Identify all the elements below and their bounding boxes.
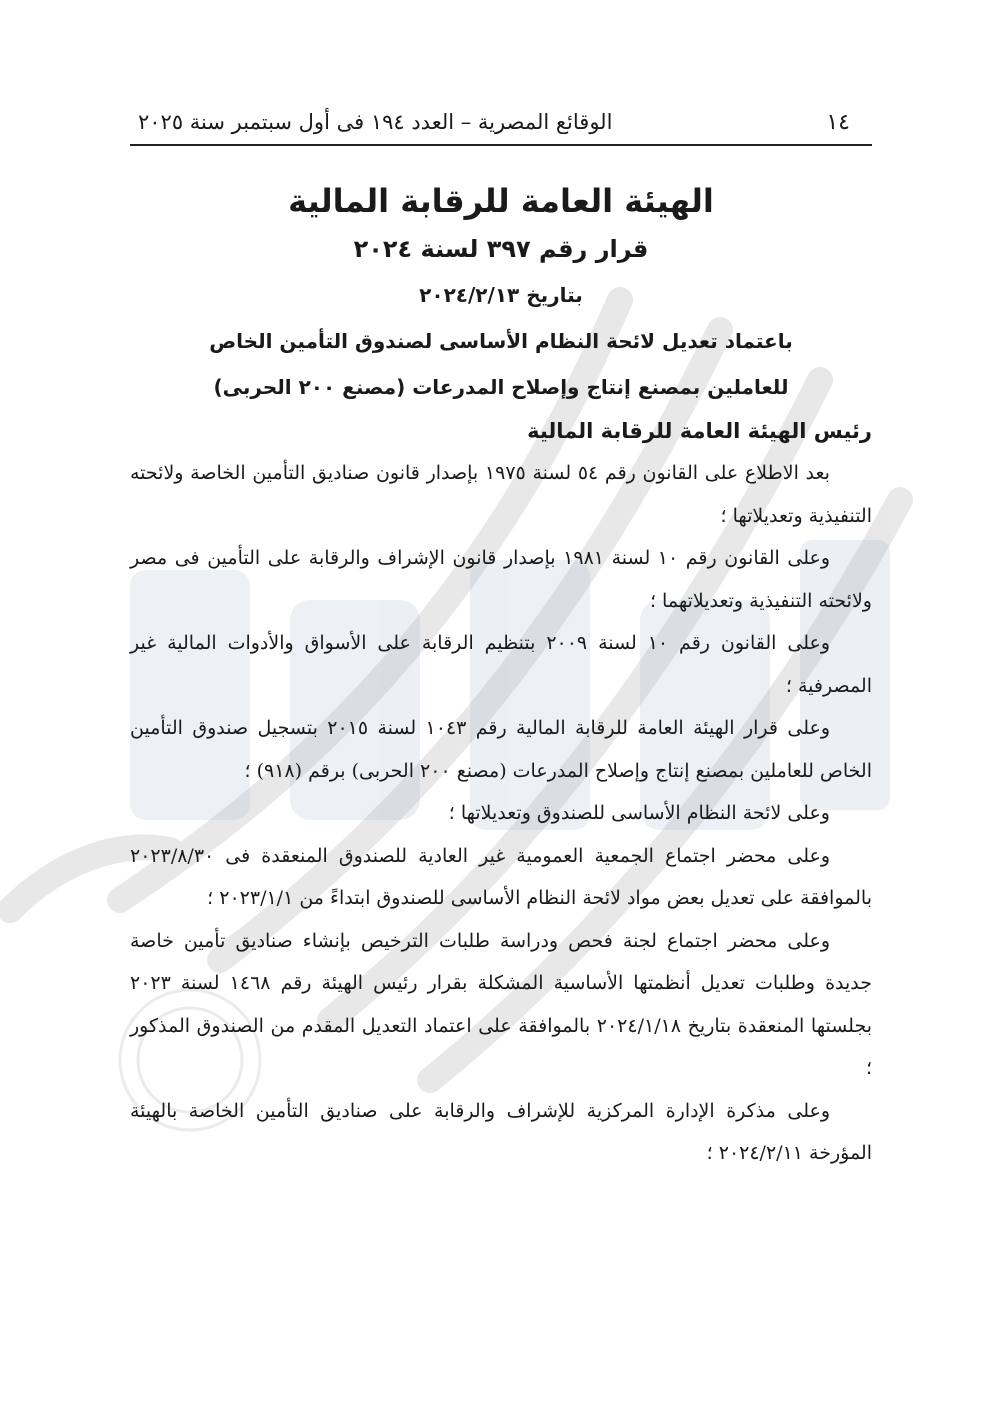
page-number: ١٤ [826, 110, 850, 135]
gazette-issue-line: الوقائع المصرية – العدد ١٩٤ فى أول سبتمبر سنة ٢٠٢٥ [138, 110, 613, 134]
decree-date: بتاريخ ٢٠٢٤/٢/١٣ [419, 283, 583, 307]
decree-subject-line-2: للعاملين بمصنع إنتاج وإصلاح المدرعات (مصنع ٢٠٠ الحربى) [213, 375, 789, 399]
decree-number: قرار رقم ٣٩٧ لسنة ٢٠٢٤ [353, 235, 649, 263]
preamble-paragraph: وعلى قرار الهيئة العامة للرقابة المالية رقم ١٠٤٣ لسنة ٢٠١٥ بتسجيل صندوق التأمين الخاص للعاملين بمصنع إنتاج وإصلاح المدرعات (مصنع ٢٠٠ الحربى) برقم (٩١٨) ؛ [130, 717, 872, 782]
authority-title: الهيئة العامة للرقابة المالية [288, 182, 714, 220]
decree-titles [130, 176, 872, 410]
preamble [130, 452, 872, 1175]
preamble-paragraph: وعلى القانون رقم ١٠ لسنة ٢٠٠٩ بتنظيم الرقابة على الأسواق والأدوات المالية غير المصرفية ؛ [130, 632, 872, 697]
gazette-page [130, 110, 872, 1175]
preamble-paragraph: وعلى محضر اجتماع الجمعية العمومية غير العادية للصندوق المنعقدة فى ٢٠٢٣/٨/٣٠ بالموافقة على تعديل بعض مواد لائحة النظام الأساسى للصندوق ابتداءً من ٢٠٢٣/١/١ ؛ [130, 844, 872, 909]
preamble-paragraph: وعلى لائحة النظام الأساسى للصندوق وتعديلاتها ؛ [448, 802, 830, 824]
preamble-paragraph: وعلى مذكرة الإدارة المركزية للإشراف والرقابة على صناديق التأمين الخاصة بالهيئة المؤرخة ٢٠٢٤/٢/١١ ؛ [130, 1099, 872, 1164]
issuer-heading: رئيس الهيئة العامة للرقابة المالية [527, 419, 872, 443]
preamble-paragraph: وعلى محضر اجتماع لجنة فحص ودراسة طلبات الترخيص بإنشاء صناديق تأمين خاصة جديدة وطلبات تعديل أنظمتها الأساسية المشكلة بقرار رئيس الهيئة رقم ١٤٦٨ لسنة ٢٠٢٣ بجلستها المنعقدة بتاريخ ٢٠٢٤/١/١٨ بالموافقة على اعتماد التعديل المقدم من الصندوق المذكور ؛ [130, 929, 872, 1079]
decree-subject-line-1: باعتماد تعديل لائحة النظام الأساسى لصندوق التأمين الخاص [209, 329, 793, 353]
preamble-paragraph: بعد الاطلاع على القانون رقم ٥٤ لسنة ١٩٧٥ بإصدار قانون صناديق التأمين الخاصة ولائحته التنفيذية وتعديلاتها ؛ [130, 462, 872, 527]
running-header [130, 110, 872, 146]
preamble-paragraph: وعلى القانون رقم ١٠ لسنة ١٩٨١ بإصدار قانون الإشراف والرقابة على التأمين فى مصر ولائحته التنفيذية وتعديلاتهما ؛ [130, 547, 872, 612]
